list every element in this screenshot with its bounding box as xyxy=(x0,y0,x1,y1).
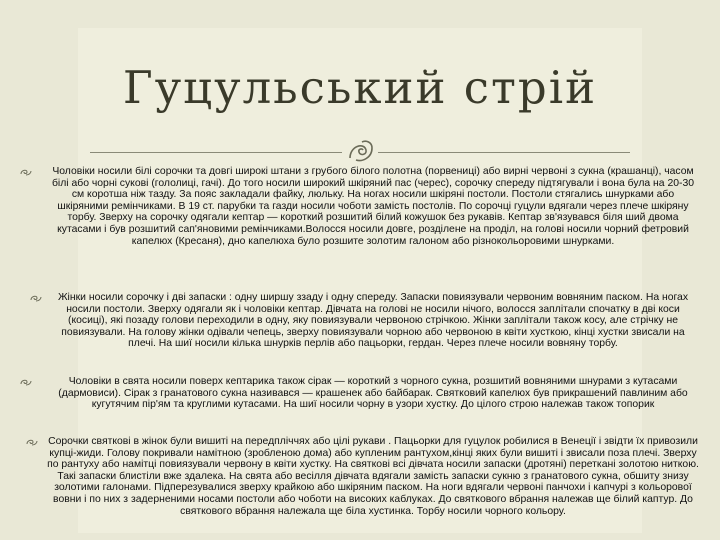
paragraph-text: Чоловіки носили білі сорочки та довгі широкі штани з грубого білого полотна (порвениці) або вирні червоні з сукна (крашанці), часом білі або чорні сукові (гололиці, гачі). До того носили широкий шкіряний пас (черес), сорочку спереду підтягували і вона була на 20-30 см коротша ніж тазду. За пояс закладали файку, люльку. На ногах носили шкіряні постоли. Постоли стягались шнурками або шкіряними ремінчиками. В 19 ст. парубки та газди носили чоботи замість постолів. По сорочці гуцули вдягали через плече шкіряну торбу. Зверху на сорочку одягали кептар — короткий розшитий білий кожушок без рукавів. Кептар зв'язувався біля ший двома кутасами і був розшитий сап'яновими ремінчиками.Волосся носили довге, розділене на проділ, на голові носили чорний фетровий капелюх (Кресаня), дно капелюха було розшите золотим галоном або різнокольоровими шнурками. xyxy=(51,166,695,247)
swirl-ornament-icon xyxy=(346,136,376,166)
paragraph-item-2 xyxy=(18,292,702,350)
paragraph-text: Чоловіки в свята носили поверх кептарика також сірак — короткий з чорного сукна, розшитий вовняними шнурами з кутасами (дармовиси). Сірак з гранатового сукна називався — крашенек або байбарак. Святковий капелюх був прикрашений павлиним або кугутячим пір'ям та круглими кутасами. На шиї носили чорну в узори хустку. До цілого строю належав також топорик xyxy=(58,376,688,411)
title-divider-left xyxy=(90,152,342,153)
paragraph-item-1 xyxy=(18,166,702,247)
paragraph-item-4 xyxy=(18,436,702,517)
paragraph-item-3 xyxy=(18,376,702,411)
paragraph-text: Жінки носили сорочку і дві запаски : одну ширшу ззаду і одну спереду. Запаски повиязували червоним вовняним паском. На ногах носили постоли. Зверху одягали як і чоловіки кептар. Дівчата на голові не носили нічого, волосся заплітали спочатку в дві коси (косиці), які позаду голови переходили в одну, яку повиязували червоною стрічкою. Жінки заплітали також косу, але стрічку не повиязували. На голову жінки одівали чепець, зверху повиязували чорною або червоною в квіти хусткою, кінці хустки звисали на плечі. На шиї носили кілька шнурків перлів або пацьорки, гердан. Через плече носили вовняну торбу. xyxy=(57,292,689,350)
curl-bullet-icon xyxy=(30,294,42,302)
curl-bullet-icon xyxy=(20,168,32,176)
slide-title: Гуцульський стрій xyxy=(122,61,598,114)
curl-bullet-icon xyxy=(26,438,38,446)
paragraph-text: Сорочки святкові в жінок були вишиті на передпліччях або цілі рукави . Пацьорки для гуцулок робилися в Венеції і звідти їх привозили купці-жиди. Голову покривали намітною (зробленою дома) або купленим рантухом,кінці яких були вишиті і звисали поза плечі. Зверху по рантуху або намітці повиязували червону в квіти хустку. На святкові всі дівчата носили запаски (дротяні) переткані золотою ниткою. Такі запаски блистіли вже здалека. На свята або весілля дівчата вдягали замість запаски сукню з гранатового сукна, обшиту знизу золотими галонами. Підперезувалися зверху крайкою або шкіряним паском. На ноги вдягали червоні панчохи і капчурі з кольорової вовни і по них з задерненими носами постоли або чоботи на високих каблуках. До святкового вбрання належав ще білий каптур. До святкового вбрання належала ще біла хустинка. Торбу носили чорного кольору. xyxy=(47,436,699,517)
title-divider-right xyxy=(378,152,630,153)
curl-bullet-icon xyxy=(20,378,32,386)
